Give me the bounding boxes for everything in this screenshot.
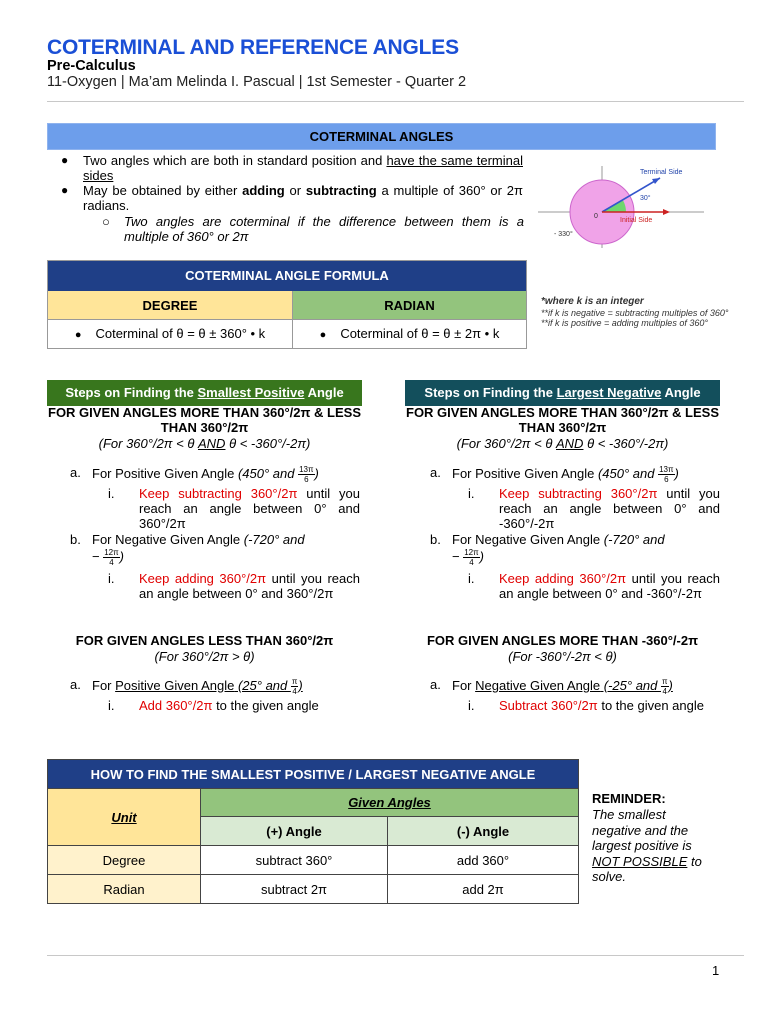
smallest-positive-header: Steps on Finding the Smallest Positive Angle <box>47 380 362 406</box>
left-item-a: For Positive Given Angle (450° and $\frac{13\pi}{6}$ ) <box>92 465 319 484</box>
initial-arrow <box>663 209 670 215</box>
largest-negative-header: Steps on Finding the Largest Negative Angle <box>405 380 720 406</box>
radian-formula-cell <box>293 320 526 348</box>
row-degree-unit: Degree <box>48 846 201 875</box>
note-integer: *where k is an integer <box>541 296 644 307</box>
right-section1-condition: (For 360°/2π < θ AND θ < -360°/-2π) <box>456 436 669 451</box>
right-item-b-fraction: − $\frac{12\pi}{4}$ ) <box>452 548 484 567</box>
bullet-method: ● May be obtained by either adding or subtracting a multiple of 360° or 2π radians. <box>61 183 523 213</box>
unit-header: Unit <box>48 789 201 846</box>
left-item-a-marker: a. <box>70 465 81 480</box>
bullet-glyph: ● <box>61 183 69 197</box>
angle-30-label: 30° <box>640 195 651 202</box>
left-section2-condition: (For 360°/2π > θ) <box>154 649 255 664</box>
left-item-bi-marker: i. <box>108 571 115 586</box>
terminal-side-label: Terminal Side <box>640 169 683 176</box>
right-item-bi: Keep adding 360°/2π until you reach an angle between 0° and -360°/-2π <box>499 571 720 601</box>
left-item-c: For Positive Given Angle (25° and $\frac{\pi}{4}$ ) <box>92 677 303 696</box>
bullet-glyph: ● <box>61 153 69 167</box>
negative-angle-header: (-) Angle <box>388 817 578 846</box>
page-title: COTERMINAL AND REFERENCE ANGLES <box>47 36 459 59</box>
formula-table <box>47 260 527 349</box>
terminal-arrow <box>652 178 660 184</box>
degree-formula: Coterminal of θ = θ ± 360° • k <box>95 326 266 341</box>
bullet-glyph: ● <box>74 329 82 341</box>
sub-bullet-rule: ○ Two angles are coterminal if the difference between them is a multiple of 360° or 2π <box>102 214 524 244</box>
positive-angle-header: (+) Angle <box>201 817 388 846</box>
subject-label: Pre-Calculus <box>47 58 136 74</box>
fraction-12pi-4: $\frac{12\pi}{4}$ <box>104 548 119 567</box>
origin-label: 0 <box>594 213 598 220</box>
left-item-b-marker: b. <box>70 532 81 547</box>
right-section1-heading: FOR GIVEN ANGLES MORE THAN 360°/2π & LESS THAN 360°/2π <box>406 405 719 435</box>
right-item-ci-marker: i. <box>468 698 475 713</box>
formula-table-title: COTERMINAL ANGLE FORMULA <box>48 261 526 291</box>
right-item-ci: Subtract 360°/2π to the given angle <box>499 698 704 713</box>
class-meta: 11-Oxygen | Ma’am Melinda I. Pascual | 1st Semester - Quarter 2 <box>47 74 467 90</box>
given-angles-header: Given Angles <box>201 789 578 817</box>
left-item-b: For Negative Given Angle (-720° and <box>92 532 305 547</box>
right-section2-heading: FOR GIVEN ANGLES MORE THAN -360°/-2π <box>426 633 699 648</box>
radian-formula: Coterminal of θ = θ ± 2π • k <box>340 326 500 341</box>
row-radian-pos: subtract 2π <box>201 875 388 903</box>
right-item-b: For Negative Given Angle (-720° and <box>452 532 665 547</box>
radian-header: RADIAN <box>293 291 526 320</box>
left-section2-heading: FOR GIVEN ANGLES LESS THAN 360°/2π <box>75 633 334 648</box>
right-item-c: For Negative Given Angle (-25° and $\frac{\pi}{4}$ ) <box>452 677 673 696</box>
note-positive: **if k is positive = adding multiples of 360° <box>541 318 708 328</box>
degree-header: DEGREE <box>48 291 293 320</box>
right-item-a-marker: a. <box>430 465 441 480</box>
left-item-ci-marker: i. <box>108 698 115 713</box>
angle-neg-330-label: - 330° <box>554 231 573 238</box>
fraction-13pi-6: $\frac{13\pi}{6}$ <box>299 465 314 484</box>
fraction-13pi-6: $\frac{13\pi}{6}$ <box>659 465 674 484</box>
right-item-a: For Positive Given Angle (450° and $\frac{13\pi}{6}$ ) <box>452 465 679 484</box>
right-item-bi-marker: i. <box>468 571 475 586</box>
right-section2-condition: (For -360°/-2π < θ) <box>508 649 617 664</box>
reminder-label: REMINDER: <box>592 791 666 806</box>
note-negative: **if k is negative = subtracting multiples of 360° <box>541 308 729 318</box>
left-item-b-fraction: − $\frac{12\pi}{4}$ ) <box>92 548 124 567</box>
bullet-definition: ● Two angles which are both in standard position and have the same terminal sides <box>61 153 523 183</box>
fraction-pi-4: $\frac{\pi}{4}$ <box>291 677 298 696</box>
how-to-table-title: HOW TO FIND THE SMALLEST POSITIVE / LARGEST NEGATIVE ANGLE <box>48 760 578 789</box>
row-radian-unit: Radian <box>48 875 201 903</box>
coterminal-banner: COTERMINAL ANGLES <box>47 123 716 150</box>
fraction-12pi-4: $\frac{12\pi}{4}$ <box>464 548 479 567</box>
right-item-c-marker: a. <box>430 677 441 692</box>
row-degree-pos: subtract 360° <box>201 846 388 875</box>
left-item-c-marker: a. <box>70 677 81 692</box>
right-item-ai-marker: i. <box>468 486 475 501</box>
footer-divider <box>47 955 744 956</box>
row-radian-neg: add 2π <box>462 881 504 897</box>
fraction-pi-4: $\frac{\pi}{4}$ <box>662 677 668 696</box>
left-item-bi: Keep adding 360°/2π until you reach an angle between 0° and 360°/2π <box>139 571 360 601</box>
bullet-glyph: ● <box>319 329 327 341</box>
left-section1-heading: FOR GIVEN ANGLES MORE THAN 360°/2π & LESS THAN 360°/2π <box>48 405 361 435</box>
reminder-text: The smallest negative and the largest positive is NOT POSSIBLE to solve. <box>592 807 702 884</box>
how-to-table <box>47 759 579 904</box>
initial-side-label: Initial Side <box>620 217 653 224</box>
degree-formula-cell <box>48 320 293 348</box>
page-number: 1 <box>712 963 720 978</box>
left-item-ci: Add 360°/2π to the given angle <box>139 698 319 713</box>
left-item-ai-marker: i. <box>108 486 115 501</box>
left-item-ai: Keep subtracting 360°/2π until you reach an angle between 0° and 360°/2π <box>139 486 360 531</box>
coterminal-diagram <box>536 160 708 250</box>
circle-bullet-glyph: ○ <box>102 214 110 229</box>
left-section1-condition: (For 360°/2π < θ AND θ < -360°/-2π) <box>98 436 311 451</box>
row-degree-neg: add 360° <box>388 846 578 875</box>
header-divider <box>47 101 744 102</box>
right-item-ai: Keep subtracting 360°/2π until you reach an angle between 0° and -360°/-2π <box>499 486 720 531</box>
right-item-b-marker: b. <box>430 532 441 547</box>
